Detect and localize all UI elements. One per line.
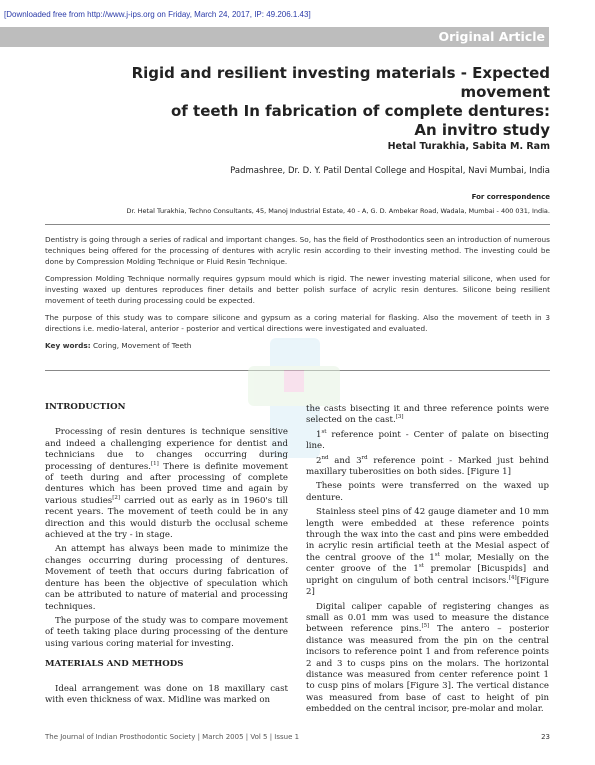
download-banner[interactable]: [Downloaded free from http://www.j-ips.org on Friday, March 24, 2017, IP: 49.206.1.43] xyxy=(4,10,311,19)
title-line: Rigid and resilient investing materials - Expected movement xyxy=(131,64,550,101)
body-paragraph: Stainless steel pins of 42 gauge diameter and 10 mm length were embedded at these reference points through the wax into the cast and pins were embedded in acrylic resin artificial teeth at the Mesial aspect of the central groove of the 1st molar, Mesially on the center groove of the 1st premolar [Bicuspids] and upright on cingulum of both central incisors.[4][Figure 2] xyxy=(306,507,549,598)
body-paragraph: 2nd and 3rd reference point - Marked just behind maxillary tuberosities on both sides. [Figure 1] xyxy=(306,454,549,478)
affiliation: Padmashree, Dr. D. Y. Patil Dental College and Hospital, Navi Mumbai, India xyxy=(230,166,550,176)
divider xyxy=(45,224,550,225)
authors: Hetal Turakhia, Sabita M. Ram xyxy=(387,141,550,152)
section-heading-introduction: INTRODUCTION xyxy=(45,402,126,412)
body-paragraph: 1st reference point - Center of palate on bisecting line. xyxy=(306,428,549,452)
abstract-paragraph: Compression Molding Technique normally requires gypsum mould which is rigid. The newer investing material silicone, when used for investing waxed up dentures reproduces finer details and better polish surface of acrylic resin dentures. Silicone being resilient movement of teeth during processing could be expected. xyxy=(45,274,550,305)
title-line: of teeth In fabrication of complete dentures: xyxy=(170,102,550,120)
body-paragraph: Ideal arrangement was done on 18 maxillary cast with even thickness of wax. Midline was marked on xyxy=(45,683,288,705)
body-paragraph: An attempt has always been made to minimize the changes occurring during processing of dentures. Movement of teeth that occurs during fabrication of denture has been the objective of speculation which can be attributed to nature of material and processing techniques. xyxy=(45,544,288,612)
footer-journal: The Journal of Indian Prosthodontic Society | March 2005 | Vol 5 | Issue 1 xyxy=(45,733,300,741)
body-paragraph: Digital caliper capable of registering changes as small as 0.01 mm was used to measure the distance between reference pins.[5] The antero – posterior distance was measured from the pin on the central incisors to reference point 1 and from reference points 2 and 3 to cusps pins on the molars. The horizontal distance was measured from center reference point 1 to cusp pins of molars [Figure 3]. The vertical distance was measured from base of cast to height of pin embedded on the central incisor, pre-molar and molar. xyxy=(306,601,549,715)
abstract-paragraph: The purpose of this study was to compare silicone and gypsum as a coring material for flasking. Also the movement of teeth in 3 directions i.e. medio-lateral, anterior - posterior and vertical directions were investigated and evaluated. xyxy=(45,313,550,333)
body-paragraph: The purpose of the study was to compare movement of teeth taking place during processing of the denture using various coring material for investing. xyxy=(45,615,288,649)
section-tag: Original Article xyxy=(0,27,549,47)
abstract-paragraph: Dentistry is going through a series of radical and important changes. So, has the field of Prosthodontics seen an introduction of numerous techniques being offered for the processing of dentures with acrylic resin according to their investing method. The investing could be done by Compression Molding Technique or Fluid Resin Technique. xyxy=(45,235,550,266)
article-title xyxy=(50,64,550,140)
keywords-label: Key words: xyxy=(45,341,91,350)
page-number: 23 xyxy=(541,733,550,741)
right-column xyxy=(306,404,549,719)
keywords-value: Coring, Movement of Teeth xyxy=(92,341,192,350)
correspondence-address: Dr. Hetal Turakhia, Techno Consultants, 45, Manoj Industrial Estate, 40 - A, G. D. Ambekar Road, Wadala, Mumbai - 400 031, India. xyxy=(126,207,550,215)
left-column xyxy=(45,402,288,709)
correspondence-label: For correspondence xyxy=(471,193,550,201)
section-heading-materials-methods: MATERIALS AND METHODS xyxy=(45,659,184,670)
body-paragraph: These points were transferred on the waxed up denture. xyxy=(306,481,549,503)
body-paragraph: Processing of resin dentures is technique sensitive and indeed a challenging experience for dentist and technicians due to changes occurring during processing of dentures.[1] There is definite movement of teeth during and after processing of complete dentures which has been proved time and again by various studies[2] carried out as early as in 1960's till recent years. The movement of teeth could be in any direction and this would disturb the occlusal scheme achieved at the try - in stage. xyxy=(45,427,288,541)
body-paragraph: the casts bisecting it and three reference points were selected on the cast.[3] xyxy=(306,404,549,426)
title-line: An invitro study xyxy=(414,121,550,139)
